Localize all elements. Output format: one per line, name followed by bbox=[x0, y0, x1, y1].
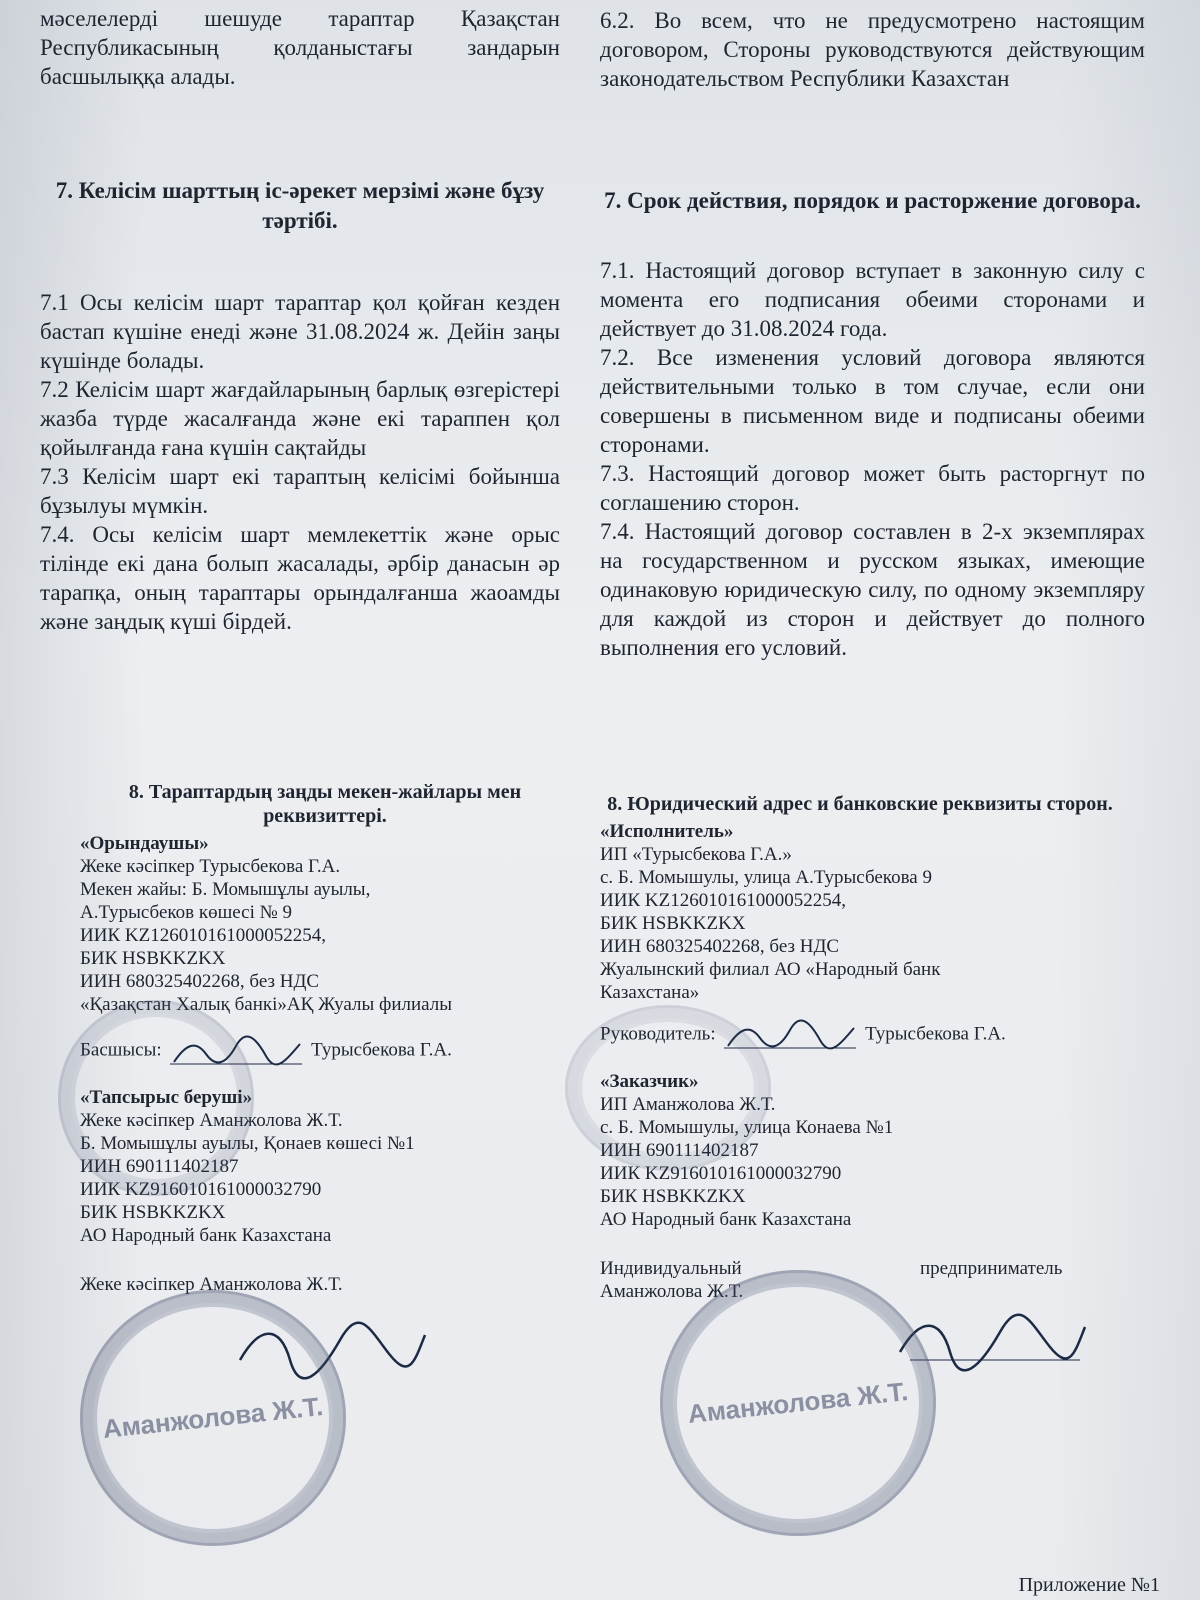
right-executor-line-2: с. Б. Момышулы, улица А.Турысбекова 9 bbox=[600, 867, 932, 888]
left-section8-title: 8. Тараптардың заңды мекен-жайлары мен реквизиттері. bbox=[128, 781, 522, 827]
right-section7-title: 7. Срок действия, порядок и расторжение договора. bbox=[604, 188, 1141, 213]
right-customer-sign-row bbox=[600, 1257, 1120, 1280]
right-executor-line-3: ИИК KZ126010161000052254, bbox=[600, 890, 846, 911]
right-executor-line-7: Казахстана» bbox=[600, 982, 700, 1003]
right-section8-title: 8. Юридический адрес и банковские реквизиты сторон. bbox=[607, 793, 1113, 815]
right-clause-7-4: 7.4. Настоящий договор составлен в 2-х экземплярах на государственном и русском языках, имеющие одинаковую юридическую силу, по одному экземпляру для каждой из сторон и действует до полного выполнения его условий. bbox=[600, 519, 1145, 660]
right-customer-sign-label-2: предприниматель bbox=[920, 1258, 1063, 1279]
right-executor-line-5: ИИН 680325402268, без НДС bbox=[600, 936, 840, 957]
right-clause-7-3: 7.3. Настоящий договор может быть расторгнут по соглашению сторон. bbox=[600, 461, 1145, 515]
left-executor-line-7: «Қазақстан Халық банкі»АҚ Жуалы филиалы bbox=[80, 994, 452, 1015]
customer-stamp-right-text: Аманжолова Ж.Т. bbox=[686, 1376, 910, 1429]
left-clause-7-1: 7.1 Осы келісім шарт тараптар қол қойған кезден бастап күшіне енеді және 31.08.2024 ж. Дейін заңы күшінде болады. bbox=[40, 290, 560, 373]
left-customer-line-5: БИК HSBKKZKX bbox=[80, 1202, 226, 1223]
right-customer-line-4: ИИК KZ916010161000032790 bbox=[600, 1163, 842, 1184]
right-clause-7-1: 7.1. Настоящий договор вступает в законную силу с момента его подписания обеими сторонами и действует до 31.08.2024 года. bbox=[600, 258, 1145, 341]
left-customer-line-2: Б. Момышұлы ауылы, Қонаев көшесі №1 bbox=[80, 1133, 415, 1154]
left-customer-line-4: ИИК KZ916010161000032790 bbox=[80, 1179, 322, 1200]
right-clause-7-2: 7.2. Все изменения условий договора являются действительными только в том случае, если они совершены в письменном виде и подписаны обеими сторонами. bbox=[600, 345, 1145, 457]
left-clause-7-3: 7.3 Келісім шарт екі тараптың келісімі бойынша бұзылуы мүмкін. bbox=[40, 464, 560, 518]
left-executor-block bbox=[80, 832, 570, 1016]
right-customer-sign-label-1: Индивидуальный bbox=[600, 1258, 742, 1279]
left-customer-sign-label: Жеке кәсіпкер Аманжолова Ж.Т. bbox=[80, 1274, 343, 1295]
right-customer-line-1: ИП Аманжолова Ж.Т. bbox=[600, 1094, 776, 1115]
left-intro-text: мәселелерді шешуде тараптар Қазақстан Республикасының қолданыстағы зандарын басшылыққа алады. bbox=[40, 6, 560, 89]
right-customer-label: «Заказчик» bbox=[600, 1071, 699, 1092]
right-executor-line-6: Жуалынский филиал АО «Народный банк bbox=[600, 959, 941, 980]
left-executor-sign-name: Турысбекова Г.А. bbox=[311, 1039, 452, 1061]
right-customer-line-6: АО Народный банк Казахстана bbox=[600, 1209, 852, 1230]
left-executor-line-4: ИИК KZ126010161000052254, bbox=[80, 925, 326, 946]
right-executor-sign-label: Руководитель: bbox=[600, 1023, 716, 1045]
customer-stamp-left bbox=[80, 1290, 346, 1546]
left-executor-line-6: ИИН 680325402268, без НДС bbox=[80, 971, 320, 992]
left-customer-line-1: Жеке кәсіпкер Аманжолова Ж.Т. bbox=[80, 1110, 343, 1131]
left-executor-line-1: Жеке кәсіпкер Турысбекова Г.А. bbox=[80, 856, 341, 877]
right-section7-clauses bbox=[600, 256, 1145, 662]
right-customer-line-3: ИИН 690111402187 bbox=[600, 1140, 759, 1161]
left-section7-title: 7. Келісім шарттың іс-әрекет мерзімі және бұзу тәртібі. bbox=[55, 178, 545, 233]
executor-stamp-right bbox=[565, 1005, 771, 1171]
right-customer-line-5: БИК HSBKKZKX bbox=[600, 1186, 746, 1207]
left-section7-clauses bbox=[40, 288, 560, 636]
left-customer-line-6: АО Народный банк Казахстана bbox=[80, 1225, 332, 1246]
left-executor-line-2: Мекен жайы: Б. Момышұлы ауылы, bbox=[80, 879, 371, 900]
left-clause-7-2: 7.2 Келісім шарт жағдайларының барлық өзгерістері жазба түрде жасалғанда және екі тараппен қол қойылғанда ғана күшін сақтайды bbox=[40, 377, 560, 460]
left-executor-sign-label: Басшысы: bbox=[80, 1039, 162, 1061]
right-executor-label: «Исполнитель» bbox=[600, 821, 734, 842]
left-customer-line-3: ИИН 690111402187 bbox=[80, 1156, 239, 1177]
right-executor-line-1: ИП «Турысбекова Г.А.» bbox=[600, 844, 792, 865]
left-customer-sign-row bbox=[80, 1273, 570, 1296]
right-executor-line-4: БИК HSBKKZKX bbox=[600, 913, 746, 934]
customer-stamp-right bbox=[660, 1270, 936, 1536]
left-executor-line-3: А.Турысбеков көшесі № 9 bbox=[80, 902, 293, 923]
right-intro-text: 6.2. Во всем, что не предусмотрено настоящим договором, Стороны руководствуются действующим законодательством Республики Казахстан bbox=[600, 8, 1145, 91]
left-executor-label: «Орындаушы» bbox=[80, 833, 209, 854]
right-executor-sign-name: Турысбекова Г.А. bbox=[865, 1023, 1006, 1045]
left-clause-7-4: 7.4. Осы келісім шарт мемлекеттік және орыс тілінде екі дана болып жасалады, әрбір данасын әр тарапқа, оның тараптары орындалғанша жаоамды және заңдық күші бірдей. bbox=[40, 522, 560, 634]
executor-stamp-left bbox=[58, 1000, 254, 1196]
appendix-label: Приложение №1 bbox=[1018, 1574, 1160, 1596]
right-executor-block bbox=[600, 820, 1120, 1004]
kazakh-column bbox=[40, 0, 560, 1295]
right-customer-sign-name: Аманжолова Ж.Т. bbox=[600, 1281, 744, 1302]
right-customer-line-2: с. Б. Момышулы, улица Конаева №1 bbox=[600, 1117, 894, 1138]
left-executor-line-5: БИК HSBKKZKX bbox=[80, 948, 226, 969]
customer-stamp-left-text: Аманжолова Ж.Т. bbox=[101, 1391, 325, 1444]
russian-column bbox=[600, 0, 1145, 1302]
left-customer-label: «Тапсырыс беруші» bbox=[80, 1087, 253, 1108]
